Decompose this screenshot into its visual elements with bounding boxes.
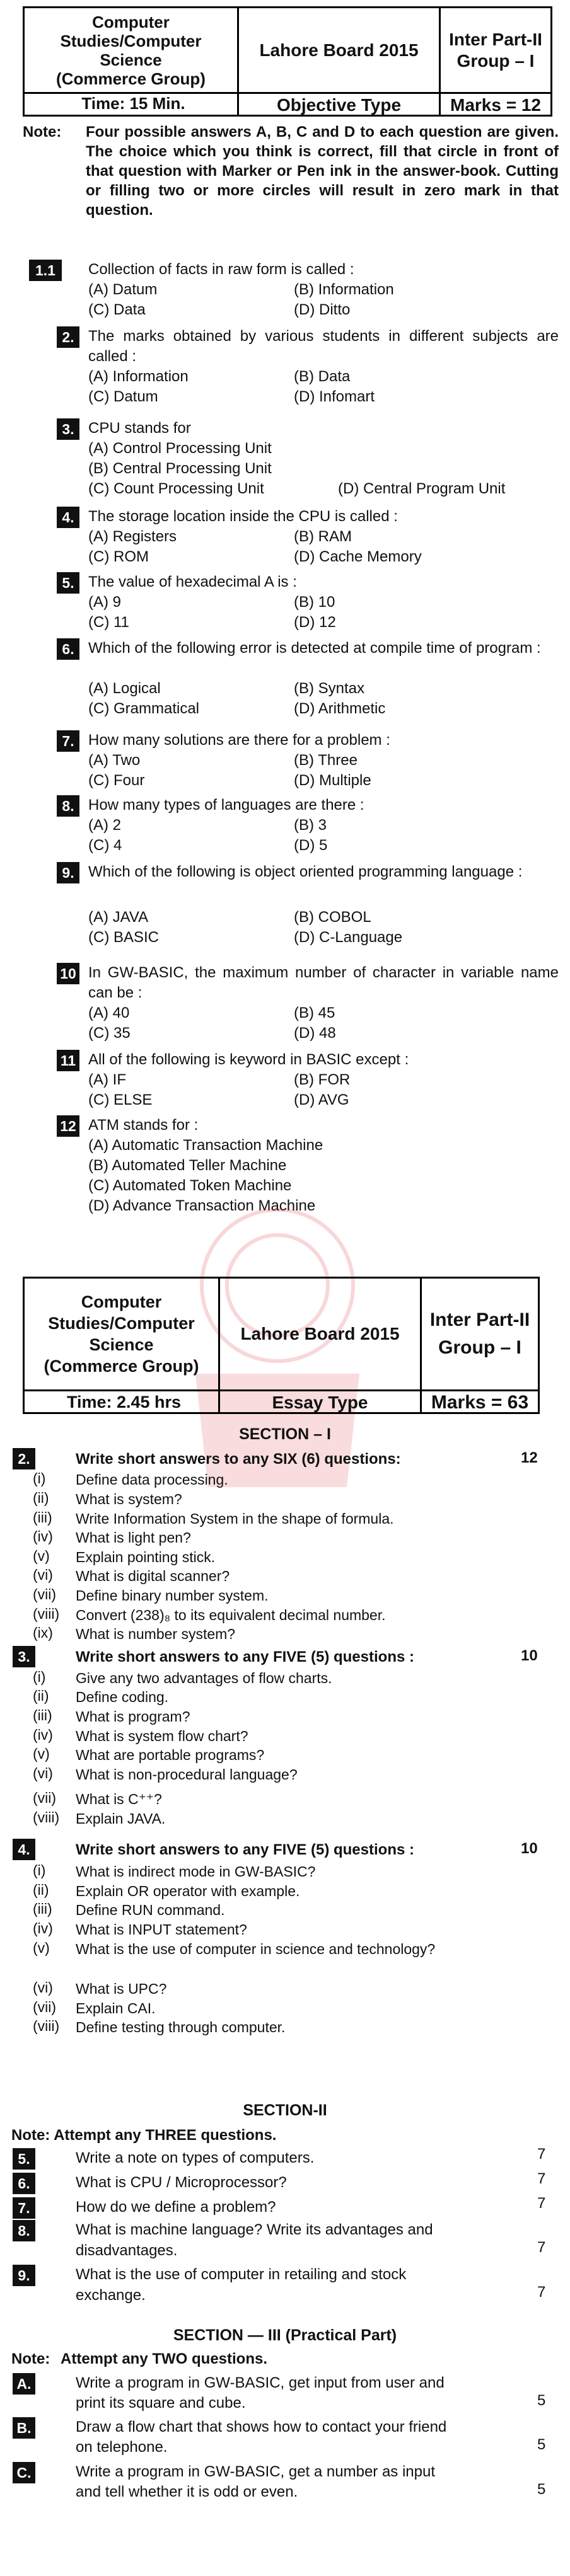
sub-question-number: (vii) [33,1586,57,1602]
sub-question-text: What is system flow chart? [76,1728,248,1744]
subject-line: Science [100,50,162,69]
subject-cell [25,1279,220,1389]
question-heading: Write short answers to any SIX (6) questions: [76,1451,401,1468]
group-line: Group – I [457,50,535,71]
question-number-badge: 5. [57,572,79,594]
section-1-title: SECTION – I [239,1425,331,1443]
question-number-badge: C. [13,2462,35,2483]
question-text: Write a program in GW-BASIC, get a number as input [76,2463,436,2480]
question-number-badge: 2. [57,326,79,348]
question-number-badge: 4. [13,1839,35,1860]
part-line: Inter Part-II [429,1309,530,1330]
objective-header [23,6,552,117]
question-text-continued: on telephone. [76,2439,168,2456]
section-3-note: Attempt any TWO questions. [61,2350,268,2367]
answer-option: (B) FOR [294,1071,351,1088]
answer-option: (B) Central Processing Unit [88,460,272,477]
sub-question-number: (vi) [33,1567,53,1583]
question-number-badge: 5. [13,2148,35,2170]
subject-line: (Commerce Group) [44,1357,199,1376]
question-text: Write a program in GW-BASIC, get input from user and [76,2374,445,2391]
time-cell: Time: 15 Min. [25,94,239,117]
sub-question-number: (vii) [33,1790,57,1806]
answer-option: (B) Information [294,281,394,298]
question-marks: 5 [537,2436,546,2453]
answer-option: (C) Four [88,772,145,789]
sub-question-text: Give any two advantages of flow charts. [76,1670,332,1686]
sub-question-text: Define testing through computer. [76,2019,286,2035]
sub-question-number: (iv) [33,1727,53,1743]
answer-option: (B) COBOL [294,909,371,926]
group-line: Group – I [438,1337,521,1358]
part-cell [422,1279,538,1389]
sub-question-text: What is system? [76,1491,182,1507]
answer-option: (D) 48 [294,1025,336,1042]
sub-question-number: (i) [33,1669,46,1685]
sub-question-text: What is INPUT statement? [76,1921,247,1938]
question-text: What is CPU / Microprocessor? [76,2174,287,2191]
question-number-badge: 10 [57,963,79,984]
essay-header [23,1277,540,1414]
sub-question-number: (ii) [33,1688,49,1704]
question-marks: 7 [537,2239,546,2256]
sub-question-text: Explain pointing stick. [76,1549,216,1565]
subject-line: (Commerce Group) [56,69,206,88]
answer-option: (D) 5 [294,837,328,854]
sub-question-number: (v) [33,1940,50,1956]
question-text-continued: exchange. [76,2287,146,2304]
sub-question-text: What is UPC? [76,1981,167,1997]
sub-question-number: (vi) [33,1979,53,1996]
question-marks: 7 [537,2170,546,2187]
question-stem: The marks obtained by various students in different subjects are called : [88,328,559,365]
question-number-badge: 8. [57,795,79,817]
question-text: What is machine language? Write its advantages and [76,2221,433,2238]
answer-option: (A) Two [88,752,141,769]
question-marks: 10 [521,1840,538,1857]
answer-option: (B) RAM [294,528,352,545]
question-text-continued: disadvantages. [76,2242,178,2259]
note-label: Note: [23,124,62,141]
sub-question-number: (ii) [33,1882,49,1898]
sub-question-number: (iii) [33,1707,52,1723]
section-2-note: Note: Attempt any THREE questions. [11,2127,277,2144]
question-marks: 10 [521,1647,538,1664]
question-stem: Which of the following is object oriented programming language : [88,863,523,880]
sub-question-number: (vii) [33,1999,57,2015]
answer-option: (C) Grammatical [88,700,200,717]
sub-question-text: Explain CAI. [76,2000,156,2016]
note-text: Four possible answers A, B, C and D to each question are given. The choice which you think is correct, fill that circle in front of that question with Marker or Pen ink in the answer-book. Cutting or filling two or more circles will result in zero mark in that question. [86,124,559,219]
sub-question-number: (viii) [33,1606,60,1622]
sub-question-number: (v) [33,1745,50,1762]
type-cell: Essay Type [220,1391,422,1414]
sub-question-text: Define binary number system. [76,1587,269,1604]
answer-option: (A) Datum [88,281,158,298]
question-marks: 12 [521,1449,538,1466]
answer-option: (B) Data [294,368,351,385]
answer-option: (A) 2 [88,817,122,834]
question-stem: Collection of facts in raw form is called : [88,261,354,278]
sub-question-text: What is program? [76,1708,190,1725]
answer-option: (A) Logical [88,680,161,697]
question-text: What is the use of computer in retailing and stock [76,2266,407,2283]
question-text: How do we define a problem? [76,2199,276,2216]
sub-question-text: What is non-procedural language? [76,1766,298,1783]
sub-question-text: Define coding. [76,1689,169,1705]
question-text-continued: print its square and cube. [76,2395,246,2412]
sub-question-text: Write Information System in the shape of formula. [76,1510,394,1527]
question-number-badge: 9. [13,2265,35,2286]
answer-option: (D) Multiple [294,772,371,789]
sub-question-text: What is number system? [76,1626,236,1642]
answer-option: (A) Control Processing Unit [88,440,272,457]
sub-question-text: What are portable programs? [76,1747,265,1763]
question-stem: All of the following is keyword in BASIC except : [88,1051,409,1068]
answer-option: (D) C-Language [294,929,403,946]
answer-option: (C) Data [88,301,146,318]
sub-question-number: (viii) [33,2018,60,2034]
question-number-badge: 6. [57,638,79,660]
sub-question-number: (i) [33,1470,46,1486]
answer-option: (B) 10 [294,594,335,611]
question-text: Draw a flow chart that shows how to contact your friend [76,2418,447,2435]
answer-option: (D) Arithmetic [294,700,386,717]
question-number-badge: 4. [57,507,79,528]
sub-question-number: (iv) [33,1528,53,1544]
question-number-badge: 7. [57,730,79,752]
answer-option: (A) Automatic Transaction Machine [88,1137,323,1154]
answer-option: (B) 45 [294,1004,335,1021]
answer-option: (B) Three [294,752,358,769]
subject-line: Computer [81,1292,162,1311]
instructions-note [23,122,559,220]
sub-question-text: What is C⁺⁺? [76,1791,162,1807]
answer-option: (B) Automated Teller Machine [88,1157,287,1174]
question-number-badge: 1.1 [29,260,62,281]
answer-option: (D) Infomart [294,388,375,405]
sub-question-text: What is indirect mode in GW-BASIC? [76,1863,316,1880]
subject-cell [25,8,239,92]
sub-question-text: Convert (238)₈ to its equivalent decimal number. [76,1607,386,1623]
sub-question-number: (iii) [33,1900,52,1917]
question-stem: How many solutions are there for a problem : [88,732,390,749]
section-3-title: SECTION — III (Practical Part) [173,2326,397,2344]
subject-line: Science [89,1335,154,1354]
answer-option: (A) 9 [88,594,122,611]
question-stem: The value of hexadecimal A is : [88,573,297,590]
marks-cell: Marks = 63 [431,1392,529,1413]
question-number-badge: 3. [57,418,79,440]
part-cell [441,8,550,92]
sub-question-text: What is the use of computer in science and technology? [76,1941,436,1957]
question-number-badge: 8. [13,2220,35,2241]
question-number-badge: 3. [13,1646,35,1667]
question-marks: 7 [537,2146,546,2163]
question-heading: Write short answers to any FIVE (5) questions : [76,1841,414,1858]
question-text-continued: and tell whether it is odd or even. [76,2483,298,2500]
sub-question-number: (iii) [33,1509,52,1526]
sub-question-number: (ii) [33,1490,49,1506]
sub-question-text: Explain OR operator with example. [76,1883,300,1899]
answer-option: (A) JAVA [88,909,149,926]
answer-option: (B) 3 [294,817,327,834]
question-number-badge: 6. [13,2173,35,2194]
section-2-title: SECTION-II [243,2102,327,2119]
sub-question-number: (vi) [33,1765,53,1781]
sub-question-number: (viii) [33,1809,60,1826]
question-stem: ATM stands for : [88,1117,199,1134]
sub-question-number: (iv) [33,1920,53,1936]
answer-option: (C) Automated Token Machine [88,1177,292,1194]
question-stem: CPU stands for [88,420,191,437]
section-3-note-label: Note: [11,2350,50,2367]
part-line: Inter Part-II [449,29,542,49]
answer-option: (D) 12 [294,614,336,631]
answer-option: (D) Central Program Unit [338,480,506,497]
question-stem: In GW-BASIC, the maximum number of character in variable name can be : [88,964,559,1001]
subject-line: Computer [92,12,170,32]
sub-question-number: (ix) [33,1624,53,1641]
answer-option: (C) ELSE [88,1091,153,1108]
sub-question-number: (v) [33,1548,50,1564]
question-stem: How many types of languages are there : [88,796,364,814]
question-marks: 5 [537,2481,546,2498]
answer-option: (C) 4 [88,837,122,854]
sub-question-number: (i) [33,1862,46,1878]
sub-question-text: Explain JAVA. [76,1810,166,1827]
sub-question-text: What is digital scanner? [76,1568,230,1584]
answer-option: (C) BASIC [88,929,160,946]
subject-line: Studies/Computer [48,1314,195,1333]
answer-option: (A) Information [88,368,189,385]
answer-option: (C) 35 [88,1025,131,1042]
answer-option: (D) Ditto [294,301,351,318]
question-number-badge: B. [13,2417,35,2439]
answer-option: (D) Cache Memory [294,548,422,565]
answer-option: (C) 11 [88,614,129,631]
sub-question-text: Define RUN command. [76,1902,225,1918]
question-number-badge: 2. [13,1448,35,1469]
question-marks: 5 [537,2392,546,2409]
question-number-badge: A. [13,2373,35,2395]
question-stem: The storage location inside the CPU is called : [88,508,398,525]
board-cell: Lahore Board 2015 [220,1279,422,1389]
type-cell: Objective Type [239,94,441,117]
time-cell: Time: 2.45 hrs [25,1391,220,1414]
question-marks: 7 [537,2284,546,2301]
question-heading: Write short answers to any FIVE (5) questions : [76,1648,414,1665]
question-marks: 7 [537,2195,546,2212]
question-text: Write a note on types of computers. [76,2149,315,2166]
board-cell: Lahore Board 2015 [239,8,441,92]
answer-option: (C) Count Processing Unit [88,480,264,497]
question-number-badge: 7. [13,2197,35,2219]
answer-option: (D) AVG [294,1091,349,1108]
subject-line: Studies/Computer [60,31,202,50]
question-number-badge: 9. [57,862,79,883]
answer-option: (B) Syntax [294,680,365,697]
question-number-badge: 11 [57,1050,79,1071]
sub-question-text: Define data processing. [76,1471,228,1488]
answer-option: (A) 40 [88,1004,130,1021]
question-stem: Which of the following error is detected at compile time of program : [88,640,541,657]
question-number-badge: 12 [57,1115,79,1137]
answer-option: (A) Registers [88,528,177,545]
answer-option: (C) ROM [88,548,149,565]
answer-option: (A) IF [88,1071,126,1088]
marks-cell: Marks = 12 [450,95,541,115]
answer-option: (D) Advance Transaction Machine [88,1197,316,1214]
sub-question-text: What is light pen? [76,1529,191,1546]
answer-option: (C) Datum [88,388,158,405]
